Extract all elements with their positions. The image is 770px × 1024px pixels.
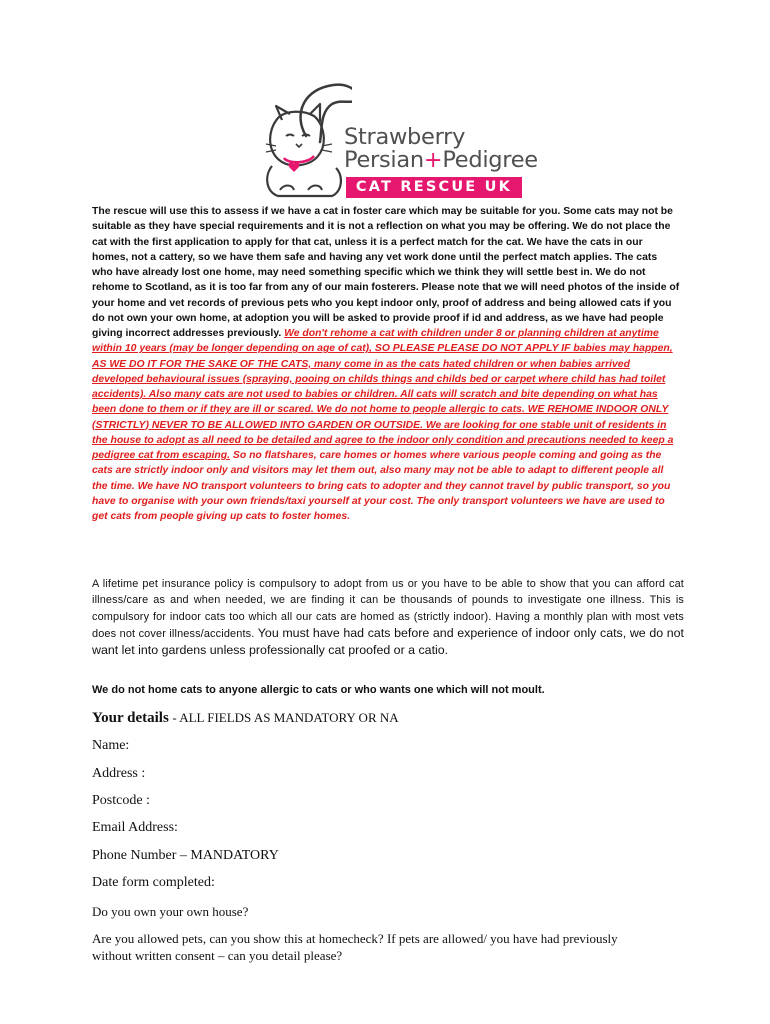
insurance-text: A lifetime pet insurance policy is compulsory to adopt from us or you have to be able to show that you can afford cat illness/care as and when needed, we are finding it can be thousands of pounds to investigate one illness. This is compulsory for indoor cats too which all our cats are homed as (strictly indoor). Having a monthly plan with most vets does not cover illness/accidents. [92,578,684,640]
your-details-title: Your details [92,710,169,726]
field-pets-allowed: Are you allowed pets, can you show this at homecheck? If pets are allowed/ you have had previously without written consent – can you detail please? [92,931,618,963]
intro-text: The rescue will use this to assess if we have a cat in foster care which may be suitable for you. Some cats may not be suitable as they have special requirements and it is not a reflection on what you may be offering. We do not place the cat with the first application to apply for that cat, unless it is a perfect match for the cat. We have the cats in our homes, not a cattery, so we have them safe and having any vet work done until the perfect match applies. The cats who have already lost one home, may need something specific which we think they will settle best in. We do not rehome to Scotland, as it is too far from any of our main fosterers. Please note that we will need photos of the inside of your home and vet records of previous pets who you kept indoor only, proof of address and being allowed cats if you do not own your own home, at adoption you will be asked to provide proof if id and address, as we have had people giving incorrect addresses previously. [92,206,680,339]
logo-line-persian-pedigree [344,149,538,172]
field-postcode: Postcode : [92,793,150,808]
field-phone: Phone Number – MANDATORY [92,848,279,863]
persian-cat-icon [262,76,352,200]
insurance-paragraph [92,576,684,659]
field-own-house: Do you own your own house? [92,904,249,919]
intro-paragraph [92,204,680,524]
field-address: Address : [92,766,146,781]
your-details-note: - ALL FIELDS AS MANDATORY OR NA [172,710,399,725]
logo-pedigree: Pedigree [442,147,538,173]
field-date: Date form completed: [92,875,215,890]
allergy-notice: We do not home cats to anyone allergic to cats or who wants one which will not moult. [92,684,545,696]
rescue-logo [262,76,538,200]
logo-plus: + [423,147,443,173]
intro-warning-underlined: We don't rehome a cat with children under 8 or planning children at anytime within 10 years (may be longer depending on age of cat), SO PLEASE PLEASE DO NOT APPLY IF babies may happen, AS WE DO IT FOR THE SAKE OF THE CATS, many come in as the cats hated children or when babies arrived developed behavioural issues (spraying, pooing on childs things and childs bed or carpet where child has had toilet accidents). Also many cats are not used to babies or children. All cats will scratch and bite depending on what has been done to them or if they are ill or scared. We do not home to people allergic to cats. WE REHOME INDOOR ONLY (STRICTLY) NEVER TO BE ALLOWED INTO GARDEN OR OUTSIDE. We are looking for one stable unit of residents in the house to adopt as all need to be detailed and agree to the indoor only condition and precautions needed to keep a pedigree cat from escaping. [92,328,674,461]
field-name: Name: [92,738,130,753]
logo-line-strawberry: Strawberry [344,124,466,150]
logo-cat-rescue-band: CAT RESCUE UK [346,177,522,198]
logo-wordmark [344,126,538,172]
field-email: Email Address: [92,820,178,835]
logo-persian: Persian [344,147,424,173]
intro-warning: So no flatshares, care homes or homes where various people coming and going as the cats are strictly indoor only and visitors may let them out, also many may not be able to adapt to different people all the time. We have NO transport volunteers to bring cats to adopter and they cannot travel by public transport, so you have to organise with your own friends/taxi yourself at your cost. The only transport volunteers we have are used to get cats from people giving up cats to foster homes. [92,450,671,522]
experience-text: You must have had cats before and experience of indoor only cats, we do not want let into gardens unless professionally cat proofed or a catio. [92,625,684,658]
your-details-heading [92,710,399,727]
